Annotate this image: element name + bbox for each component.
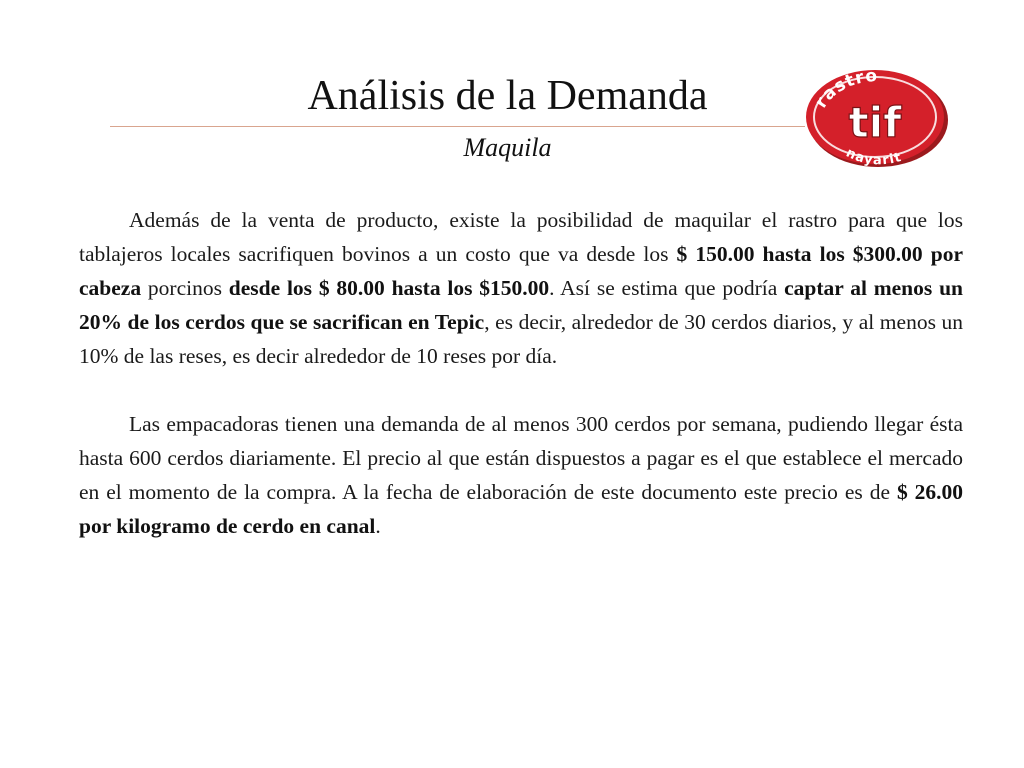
p1-bold-bovine-price: $ 150.00 hasta los $300.00 por cabeza [79, 242, 963, 300]
p2-bold-price: $ 26.00 por kilogramo de cerdo en canal [79, 480, 963, 538]
p2-text-1: Las empacadoras tienen una demanda de al menos 300 cerdos por semana, pudiendo llegar ésta hasta 600 cerdos diariamente. El precio al que están dispuestos a pagar es el que establece el mercado en el momento de la compra. A la fecha de elaboración de este documento este precio es de [79, 412, 963, 504]
slide-subtitle: Maquila [463, 133, 552, 162]
paragraph-maquila [79, 203, 963, 373]
p1-bold-capture: captar al menos un 20% de los cerdos que se sacrifican en Tepic [79, 276, 963, 334]
logo-text-rastro-path: rastro [811, 67, 879, 112]
p1-text-3: . Así se estima que podría [549, 276, 785, 300]
p1-text-4: , es decir, alrededor de 30 cerdos diarios, y al menos un 10% de las reses, es decir alrededor de 10 reses por día. [79, 310, 963, 368]
p1-text-1: Además de la venta de producto, existe la posibilidad de maquilar el rastro para que los tablajeros locales sacrifiquen bovinos a un costo que va desde los [79, 208, 963, 266]
slide-body [79, 203, 963, 543]
p2-text-2: . [375, 514, 381, 538]
rastro-tif-nayarit-logo [803, 67, 949, 169]
logo-text-tif: tif [848, 98, 902, 147]
title-divider [110, 126, 805, 127]
paragraph-empacadoras [79, 407, 963, 543]
p1-text-2: porcinos [141, 276, 229, 300]
p1-bold-pork-price: desde los $ 80.00 hasta los $150.00 [228, 276, 550, 300]
slide-title: Análisis de la Demanda [307, 73, 708, 119]
logo-text-nayarit-path: nayarit [843, 145, 904, 169]
